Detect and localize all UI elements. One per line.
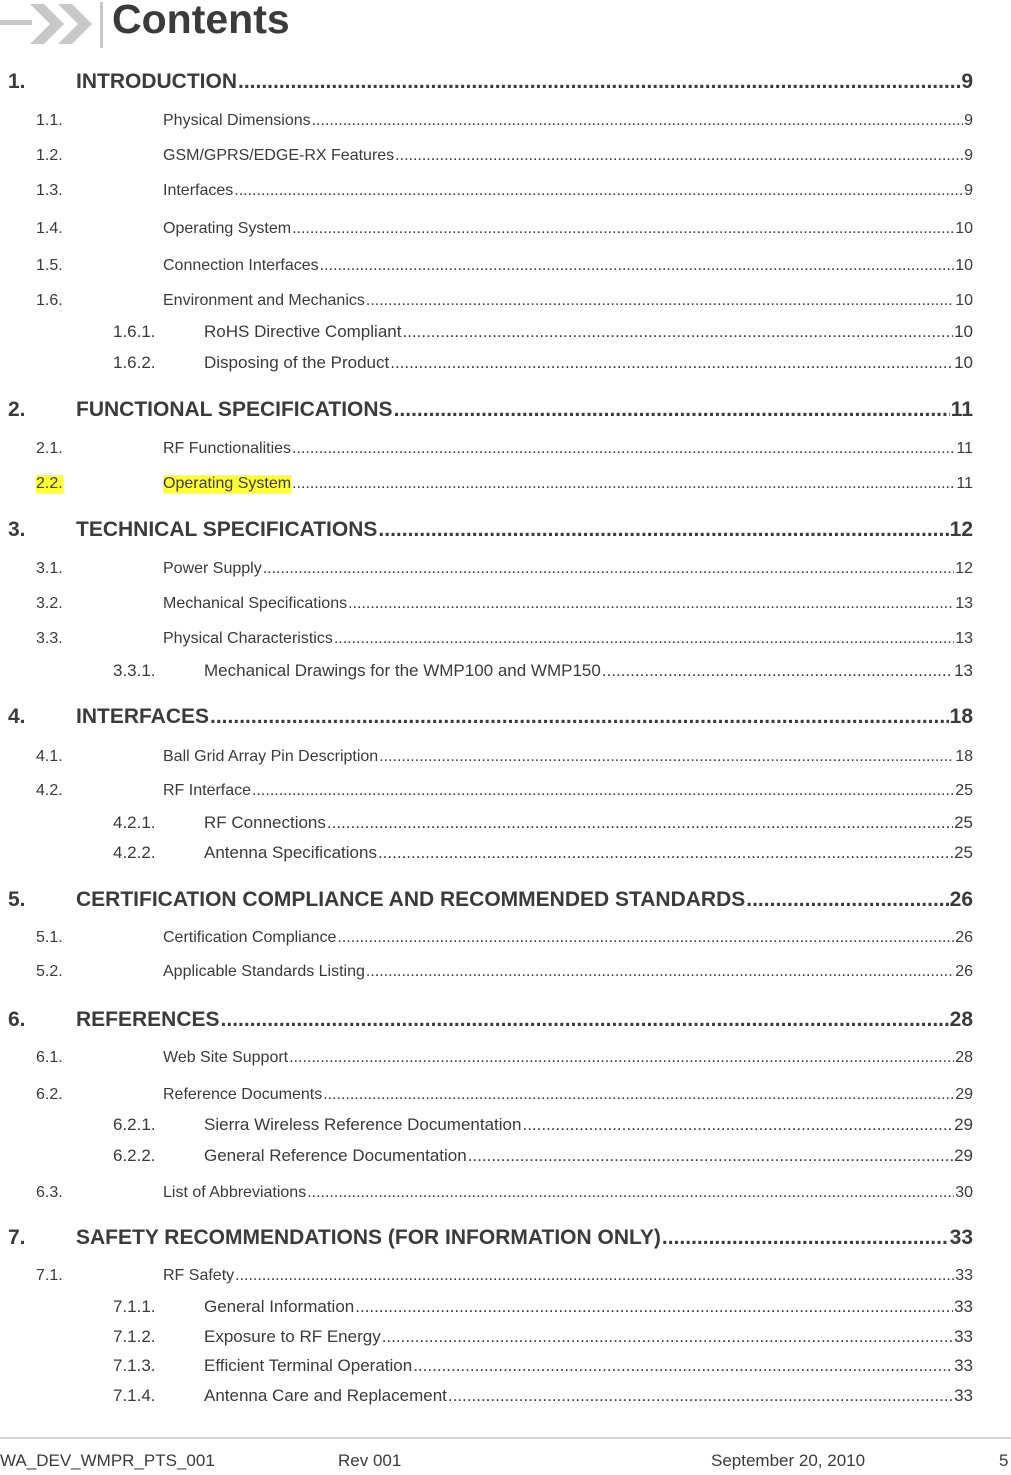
toc-dot-leader — [337, 929, 954, 947]
toc-entry-leader — [76, 70, 973, 94]
toc-entry-title[interactable]: Efficient Terminal Operation — [204, 1356, 413, 1375]
toc-entry-page: 30 — [955, 1184, 973, 1201]
toc-entry-number: 4. — [8, 705, 26, 728]
toc-entry-leader — [163, 1184, 973, 1202]
toc-entry-title[interactable]: REFERENCES — [76, 1008, 220, 1031]
toc-entry-number: 3. — [8, 518, 26, 541]
toc-dot-leader — [327, 813, 953, 833]
footer-divider — [0, 1437, 1011, 1439]
toc-entry-number: 3.1. — [36, 560, 63, 577]
toc-entry-leader — [163, 595, 973, 613]
toc-entry-title[interactable]: Sierra Wireless Reference Documentation — [204, 1115, 522, 1134]
toc-entry-title[interactable]: Power Supply — [163, 560, 262, 577]
toc-entry-page: 11 — [950, 398, 973, 421]
toc-entry-leader — [163, 963, 973, 981]
toc-entry-title[interactable]: INTRODUCTION — [76, 70, 237, 93]
toc-entry-title[interactable]: Certification Compliance — [163, 929, 337, 946]
toc-entry-title[interactable]: Exposure to RF Energy — [204, 1327, 381, 1346]
toc-dot-leader — [323, 1086, 954, 1104]
toc-dot-leader — [263, 560, 954, 578]
toc-dot-leader — [448, 1386, 953, 1406]
toc-entry-title[interactable]: Web Site Support — [163, 1049, 289, 1066]
toc-dot-leader — [413, 1356, 953, 1376]
toc-entry-number: 6.2.2. — [113, 1146, 156, 1165]
toc-dot-leader — [238, 70, 960, 94]
toc-dot-leader — [312, 112, 963, 130]
page-title: Contents — [112, 0, 290, 42]
toc-entry-number: 5.2. — [36, 963, 63, 980]
toc-entry-number: 6.3. — [36, 1184, 63, 1201]
footer-page-number: 5 — [999, 1451, 1009, 1470]
toc-dot-leader — [320, 257, 955, 275]
toc-entry-page: 11 — [956, 475, 973, 492]
toc-entry-title[interactable]: General Information — [204, 1297, 355, 1316]
toc-entry-leader — [163, 1267, 973, 1285]
toc-entry-leader — [76, 888, 973, 912]
toc-entry-number: 5.1. — [36, 929, 63, 946]
toc-entry-number: 7.1.1. — [113, 1297, 156, 1316]
toc-entry-leader — [204, 353, 973, 373]
toc-entry-leader — [163, 257, 973, 275]
toc-entry-leader — [163, 560, 973, 578]
toc-entry-page: 12 — [949, 518, 973, 541]
toc-dot-leader — [662, 1226, 949, 1250]
toc-dot-leader — [522, 1115, 953, 1135]
toc-entry-number: 1.6.1. — [113, 322, 156, 341]
toc-entry-leader — [163, 929, 973, 947]
toc-entry-title[interactable]: List of Abbreviations — [163, 1184, 307, 1201]
toc-entry-number: 3.3. — [36, 630, 63, 647]
toc-entry-number: 7.1.2. — [113, 1327, 156, 1346]
toc-entry-number: 6. — [8, 1008, 26, 1031]
toc-dot-leader — [355, 1297, 953, 1317]
toc-entry-number: 1.6.2. — [113, 353, 156, 372]
toc-entry-title[interactable]: RoHS Directive Compliant — [204, 322, 402, 341]
toc-entry-page: 18 — [949, 705, 973, 728]
toc-entry-number: 4.2. — [36, 782, 63, 799]
toc-entry-number: 5. — [8, 888, 26, 911]
toc-entry-leader — [163, 292, 973, 310]
toc-entry-leader — [163, 440, 973, 458]
toc-entry-title[interactable]: CERTIFICATION COMPLIANCE AND RECOMMENDED STANDARDS — [76, 888, 746, 911]
toc-entry-page: 28 — [949, 1008, 973, 1031]
toc-entry-page: 10 — [955, 220, 973, 237]
toc-dot-leader — [402, 322, 953, 342]
toc-entry-number: 1.5. — [36, 257, 63, 274]
toc-entry-page: 25 — [954, 813, 973, 832]
toc-entry-number: 3.2. — [36, 595, 63, 612]
toc-entry-title[interactable]: INTERFACES — [76, 705, 210, 728]
toc-entry-title[interactable]: RF Connections — [204, 813, 326, 832]
toc-entry-number: 1.4. — [36, 220, 63, 237]
toc-entry-title[interactable]: Operating System — [163, 475, 292, 492]
toc-entry-page: 33 — [954, 1297, 973, 1316]
double-chevron-logo-icon — [0, 0, 100, 50]
toc-entry-leader — [163, 1086, 973, 1104]
toc-dot-leader — [390, 353, 953, 373]
toc-entry-leader — [76, 1008, 973, 1032]
toc-entry-number: 4.2.1. — [113, 813, 156, 832]
toc-entry-leader — [204, 1115, 973, 1135]
toc-entry-page: 33 — [954, 1356, 973, 1375]
toc-dot-leader — [221, 1008, 949, 1032]
toc-entry-leader — [204, 1327, 973, 1347]
toc-dot-leader — [379, 748, 954, 766]
toc-dot-leader — [292, 475, 955, 493]
toc-entry-page: 10 — [955, 292, 973, 309]
toc-entry-leader — [204, 1356, 973, 1376]
toc-entry-page: 9 — [964, 112, 973, 129]
toc-dot-leader — [366, 292, 954, 310]
toc-entry-number: 4.1. — [36, 748, 63, 765]
toc-dot-leader — [366, 963, 954, 981]
toc-entry-title[interactable]: Reference Documents — [163, 1086, 323, 1103]
toc-dot-leader — [292, 440, 955, 458]
toc-dot-leader — [292, 220, 954, 238]
toc-entry-page: 29 — [954, 1146, 973, 1165]
toc-entry-title[interactable]: General Reference Documentation — [204, 1146, 467, 1165]
header-divider — [100, 2, 103, 48]
toc-entry-leader — [204, 843, 973, 863]
toc-entry-title[interactable]: Mechanical Specifications — [163, 595, 348, 612]
toc-entry-number: 6.2. — [36, 1086, 63, 1103]
toc-entry-page: 10 — [955, 257, 973, 274]
toc-dot-leader — [348, 595, 954, 613]
toc-entry-title[interactable]: GSM/GPRS/EDGE-RX Features — [163, 147, 395, 164]
toc-entry-page: 11 — [956, 440, 973, 457]
toc-entry-page: 26 — [949, 888, 973, 911]
toc-entry-leader — [163, 112, 973, 130]
footer-doc-id: WA_DEV_WMPR_PTS_001 — [0, 1451, 215, 1470]
toc-entry-page: 26 — [955, 929, 973, 946]
toc-entry-title[interactable]: Physical Dimensions — [163, 112, 311, 129]
toc-entry-leader — [204, 322, 973, 342]
toc-entry-number: 1.2. — [36, 147, 63, 164]
toc-entry-leader — [163, 1049, 973, 1067]
toc-entry-page: 33 — [954, 1386, 973, 1405]
toc-entry-leader — [163, 630, 973, 648]
toc-entry-leader — [163, 475, 973, 493]
toc-dot-leader — [378, 518, 948, 542]
toc-entry-number: 7.1.4. — [113, 1386, 156, 1405]
toc-entry-leader — [163, 748, 973, 766]
toc-dot-leader — [210, 705, 949, 729]
toc-entry-number: 7.1.3. — [113, 1356, 156, 1375]
toc-entry-title[interactable]: TECHNICAL SPECIFICATIONS — [76, 518, 378, 541]
toc-entry-leader — [163, 182, 973, 200]
toc-dot-leader — [252, 782, 954, 800]
toc-entry-page: 28 — [955, 1049, 973, 1066]
toc-entry-number: 2.2. — [36, 475, 63, 492]
toc-entry-number: 1.1. — [36, 112, 63, 129]
toc-entry-page: 29 — [954, 1115, 973, 1134]
toc-entry-leader — [163, 782, 973, 800]
toc-entry-page: 18 — [955, 748, 973, 765]
toc-entry-number: 1.6. — [36, 292, 63, 309]
toc-entry-title[interactable]: Disposing of the Product — [204, 353, 390, 372]
toc-entry-number: 3.3.1. — [113, 661, 156, 680]
toc-entry-leader — [204, 813, 973, 833]
toc-entry-leader — [76, 518, 973, 542]
toc-entry-page: 33 — [955, 1267, 973, 1284]
toc-dot-leader — [602, 661, 953, 681]
toc-entry-page: 25 — [954, 843, 973, 862]
toc-entry-title[interactable]: Antenna Specifications — [204, 843, 377, 862]
toc-entry-title[interactable]: Environment and Mechanics — [163, 292, 365, 309]
toc-dot-leader — [289, 1049, 954, 1067]
toc-entry-leader — [76, 1226, 973, 1250]
toc-entry-title[interactable]: RF Safety — [163, 1267, 235, 1284]
toc-entry-title[interactable]: Antenna Care and Replacement — [204, 1386, 447, 1405]
toc-entry-leader — [163, 220, 973, 238]
toc-entry-leader — [204, 661, 973, 681]
toc-entry-page: 12 — [955, 560, 973, 577]
toc-dot-leader — [234, 182, 963, 200]
toc-dot-leader — [382, 1327, 953, 1347]
toc-entry-number: 4.2.2. — [113, 843, 156, 862]
toc-entry-page: 9 — [961, 70, 973, 93]
toc-dot-leader — [468, 1146, 953, 1166]
toc-entry-leader — [76, 705, 973, 729]
toc-entry-number: 1. — [8, 70, 26, 93]
toc-entry-title[interactable]: FUNCTIONAL SPECIFICATIONS — [76, 398, 393, 421]
footer-date: September 20, 2010 — [711, 1451, 866, 1470]
toc-entry-page: 25 — [955, 782, 973, 799]
footer-revision: Rev 001 — [338, 1451, 402, 1470]
toc-entry-number: 2. — [8, 398, 26, 421]
toc-dot-leader — [235, 1267, 954, 1285]
toc-entry-title[interactable]: RF Interface — [163, 782, 252, 799]
toc-dot-leader — [746, 888, 948, 912]
toc-dot-leader — [394, 398, 950, 422]
toc-entry-title[interactable]: Ball Grid Array Pin Description — [163, 748, 379, 765]
toc-entry-title[interactable]: Physical Characteristics — [163, 630, 333, 647]
toc-entry-page: 33 — [954, 1327, 973, 1346]
toc-entry-page: 33 — [949, 1226, 973, 1249]
toc-entry-title[interactable]: Connection Interfaces — [163, 257, 319, 274]
toc-entry-title[interactable]: Mechanical Drawings for the WMP100 and WMP150 — [204, 661, 601, 680]
toc-entry-leader — [76, 398, 973, 422]
toc-entry-page: 13 — [955, 630, 973, 647]
toc-entry-title[interactable]: Applicable Standards Listing — [163, 963, 365, 980]
toc-entry-leader — [204, 1146, 973, 1166]
toc-entry-title[interactable]: Interfaces — [163, 182, 234, 199]
toc-entry-number: 6.1. — [36, 1049, 63, 1066]
toc-entry-title[interactable]: RF Functionalities — [163, 440, 292, 457]
toc-entry-number: 7. — [8, 1226, 26, 1249]
toc-entry-page: 13 — [954, 661, 973, 680]
toc-entry-page: 26 — [955, 963, 973, 980]
toc-entry-page: 10 — [954, 322, 973, 341]
toc-entry-page: 9 — [964, 182, 973, 199]
toc-entry-page: 9 — [964, 147, 973, 164]
toc-entry-leader — [163, 147, 973, 165]
toc-entry-title[interactable]: Operating System — [163, 220, 292, 237]
toc-dot-leader — [307, 1184, 954, 1202]
toc-entry-number: 6.2.1. — [113, 1115, 156, 1134]
toc-entry-page: 13 — [955, 595, 973, 612]
page-header — [0, 0, 1011, 50]
toc-dot-leader — [395, 147, 963, 165]
toc-entry-number: 2.1. — [36, 440, 63, 457]
toc-entry-number: 1.3. — [36, 182, 63, 199]
toc-entry-page: 29 — [955, 1086, 973, 1103]
toc-entry-title[interactable]: SAFETY RECOMMENDATIONS (FOR INFORMATION ONLY) — [76, 1226, 661, 1249]
toc-entry-leader — [204, 1386, 973, 1406]
toc-dot-leader — [378, 843, 953, 863]
toc-entry-leader — [204, 1297, 973, 1317]
toc-entry-number: 7.1. — [36, 1267, 63, 1284]
toc-entry-page: 10 — [954, 353, 973, 372]
toc-dot-leader — [334, 630, 954, 648]
